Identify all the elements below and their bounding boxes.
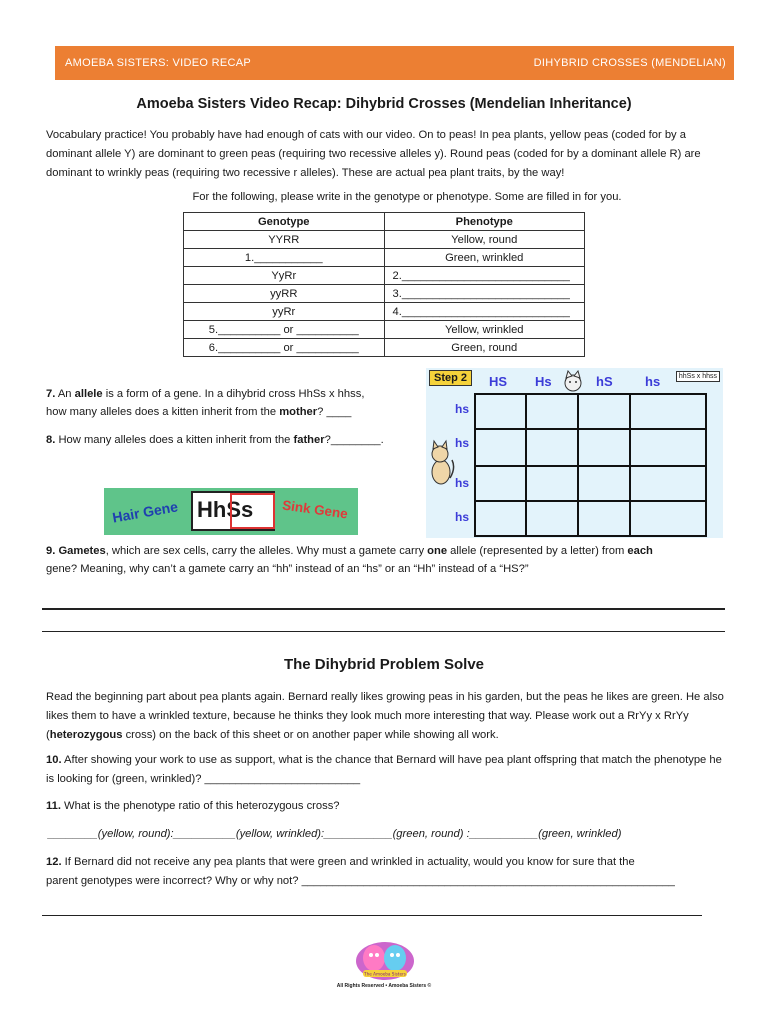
q12-number: 12. <box>46 856 62 868</box>
question-11 <box>46 797 728 816</box>
answer-line-2[interactable] <box>42 631 725 632</box>
row-allele: hs <box>455 476 470 490</box>
section-title: The Dihybrid Problem Solve <box>283 656 485 673</box>
header-bar <box>55 46 734 80</box>
gene-core-box <box>191 491 275 531</box>
problem-text-a: Read the beginning part about pea plants again. Bernard really likes growing peas in his garden, but the peas he likes are green. He also likes them to have a wrinkled texture, because he thinks they look much more interesting that way. Please work out a RrYy x RrYy ( <box>46 691 724 741</box>
question-8 <box>46 431 416 449</box>
q9-line2: gene? Meaning, why can’t a gamete carry an “hh” instead of an “hs” or an “Hh” instead of a “HS?” <box>46 563 529 575</box>
q10-number: 10. <box>46 754 62 766</box>
cat-peek-icon <box>562 370 584 394</box>
row-allele: hs <box>455 510 470 524</box>
genotype-phenotype-table <box>183 212 585 357</box>
table-row <box>184 339 585 357</box>
q8-answer-blank[interactable]: ?________. <box>324 434 384 446</box>
q7-pre: An <box>55 388 75 400</box>
q11-number: 11. <box>46 800 61 812</box>
q9-bold1: Gametes <box>58 545 106 557</box>
answer-line-3[interactable] <box>42 915 702 916</box>
logo-caption: All Rights Reserved • Amoeba Sisters © <box>336 983 432 989</box>
q7-answer-blank[interactable]: ? ____ <box>317 406 352 418</box>
q7-bold: allele <box>74 388 103 400</box>
table-instruction: For the following, please write in the genotype or phenotype. Some are filled in for you. <box>192 191 622 203</box>
table-row <box>184 285 585 303</box>
table-row <box>184 249 585 267</box>
column-allele: Hs <box>535 374 552 389</box>
intro-paragraph: Vocabulary practice! You probably have had enough of cats with our video. On to peas! In pea plants, yellow peas (coded for by a dominant allele Y) are dominant to green peas (requiring two recessive alleles y). Round peas (coded for by a dominant allele R) are dominant to wrinkly peas (requiring two recessive r alleles). These are actual pea plant traits, by the way! <box>46 129 701 179</box>
table-row <box>184 231 585 249</box>
phenotype-header: Phenotype <box>384 213 585 231</box>
gene-core-a: Hh <box>197 497 227 522</box>
phenotype-ratio-blanks[interactable]: ________(yellow, round):__________(yellow, wrinkled):___________(green, round) :___________(green, wrinkled) <box>48 828 622 840</box>
gene-core-b: Ss <box>226 497 254 522</box>
q7-bold2: mother <box>279 406 318 418</box>
q12-line1: If Bernard did not receive any pea plants that were green and wrinkled in actuality, would you know for sure that the <box>61 856 635 868</box>
q9-bold2: one <box>427 545 448 557</box>
phenotype-cell[interactable]: 2.___________________________ <box>384 267 585 285</box>
genotype-header: Genotype <box>184 213 385 231</box>
table-header-row <box>184 213 585 231</box>
genotype-cell: YYRR <box>184 231 385 249</box>
q12-line2[interactable]: parent genotypes were incorrect? Why or why not? ____________________________________________________________ <box>46 875 675 887</box>
page-title: Amoeba Sisters Video Recap: Dihybrid Crosses (Mendelian Inheritance) <box>136 96 632 112</box>
q9-text2: allele (represented by a letter) from <box>447 545 628 557</box>
row-allele: hs <box>455 402 470 416</box>
amoeba-sisters-logo <box>354 940 416 982</box>
punnett-square-image <box>426 368 723 538</box>
cross-tag: hhSs x hhss <box>676 371 720 382</box>
header-right: DIHYBRID CROSSES (MENDELIAN) <box>533 57 726 69</box>
q10-text: After showing your work to use as support, what is the chance that Bernard will have pea plant offspring that match the phenotype he is looking for (green, wrinkled)? _________________________ <box>46 754 722 785</box>
q7-text: is a form of a gene. In a dihybrid cross HhSs x hhss, <box>102 388 365 400</box>
q9-number: 9. <box>46 545 56 557</box>
genotype-cell[interactable]: 1.___________ <box>184 249 385 267</box>
punnett-grid <box>474 393 707 537</box>
grid-line <box>476 465 705 467</box>
column-allele: HS <box>489 374 508 389</box>
logo-label: The Amoeba Sisters <box>364 971 406 977</box>
grid-line <box>476 500 705 502</box>
gene-highlight-frame <box>230 493 275 529</box>
phenotype-cell: Green, wrinkled <box>384 249 585 267</box>
q7-line2: how many alleles does a kitten inherit from the <box>46 406 280 418</box>
genotype-cell[interactable]: 5.__________ or __________ <box>184 321 385 339</box>
column-allele: hS <box>596 374 613 389</box>
q11-text: What is the phenotype ratio of this heterozygous cross? <box>60 800 340 812</box>
genotype-cell: YyRr <box>184 267 385 285</box>
problem-paragraph <box>46 688 728 745</box>
problem-bold: heterozygous <box>49 729 123 741</box>
phenotype-cell[interactable]: 3.___________________________ <box>384 285 585 303</box>
q8-text: How many alleles does a kitten inherit from the <box>55 434 294 446</box>
question-12 <box>46 853 728 891</box>
table-row <box>184 267 585 285</box>
q8-bold: father <box>293 434 325 446</box>
question-10 <box>46 751 728 789</box>
genotype-cell: yyRr <box>184 303 385 321</box>
q8-number: 8. <box>46 434 56 446</box>
phenotype-cell: Yellow, round <box>384 231 585 249</box>
hair-gene-label: Hair Gene <box>111 498 180 526</box>
sink-gene-label: Sink Gene <box>281 497 349 522</box>
hair-sink-gene-image <box>104 488 358 535</box>
grid-line <box>476 428 705 430</box>
column-allele: hs <box>645 374 661 389</box>
genotype-cell: yyRR <box>184 285 385 303</box>
q7-number: 7. <box>46 388 56 400</box>
phenotype-cell: Yellow, wrinkled <box>384 321 585 339</box>
table-row <box>184 321 585 339</box>
phenotype-cell[interactable]: 4.___________________________ <box>384 303 585 321</box>
answer-line-1[interactable] <box>42 608 725 610</box>
question-7 <box>46 385 416 421</box>
genotype-cell[interactable]: 6.__________ or __________ <box>184 339 385 357</box>
header-left: AMOEBA SISTERS: VIDEO RECAP <box>65 57 251 69</box>
table-row <box>184 303 585 321</box>
problem-text-b: cross) on the back of this sheet or on another paper while showing all work. <box>122 729 499 741</box>
phenotype-cell: Green, round <box>384 339 585 357</box>
cat-icon <box>426 438 456 488</box>
question-9 <box>46 542 736 578</box>
q9-text1: , which are sex cells, carry the alleles. Why must a gamete carry <box>105 545 428 557</box>
step-label: Step 2 <box>429 370 472 386</box>
row-allele: hs <box>455 436 470 450</box>
q9-bold3: each <box>627 545 653 557</box>
